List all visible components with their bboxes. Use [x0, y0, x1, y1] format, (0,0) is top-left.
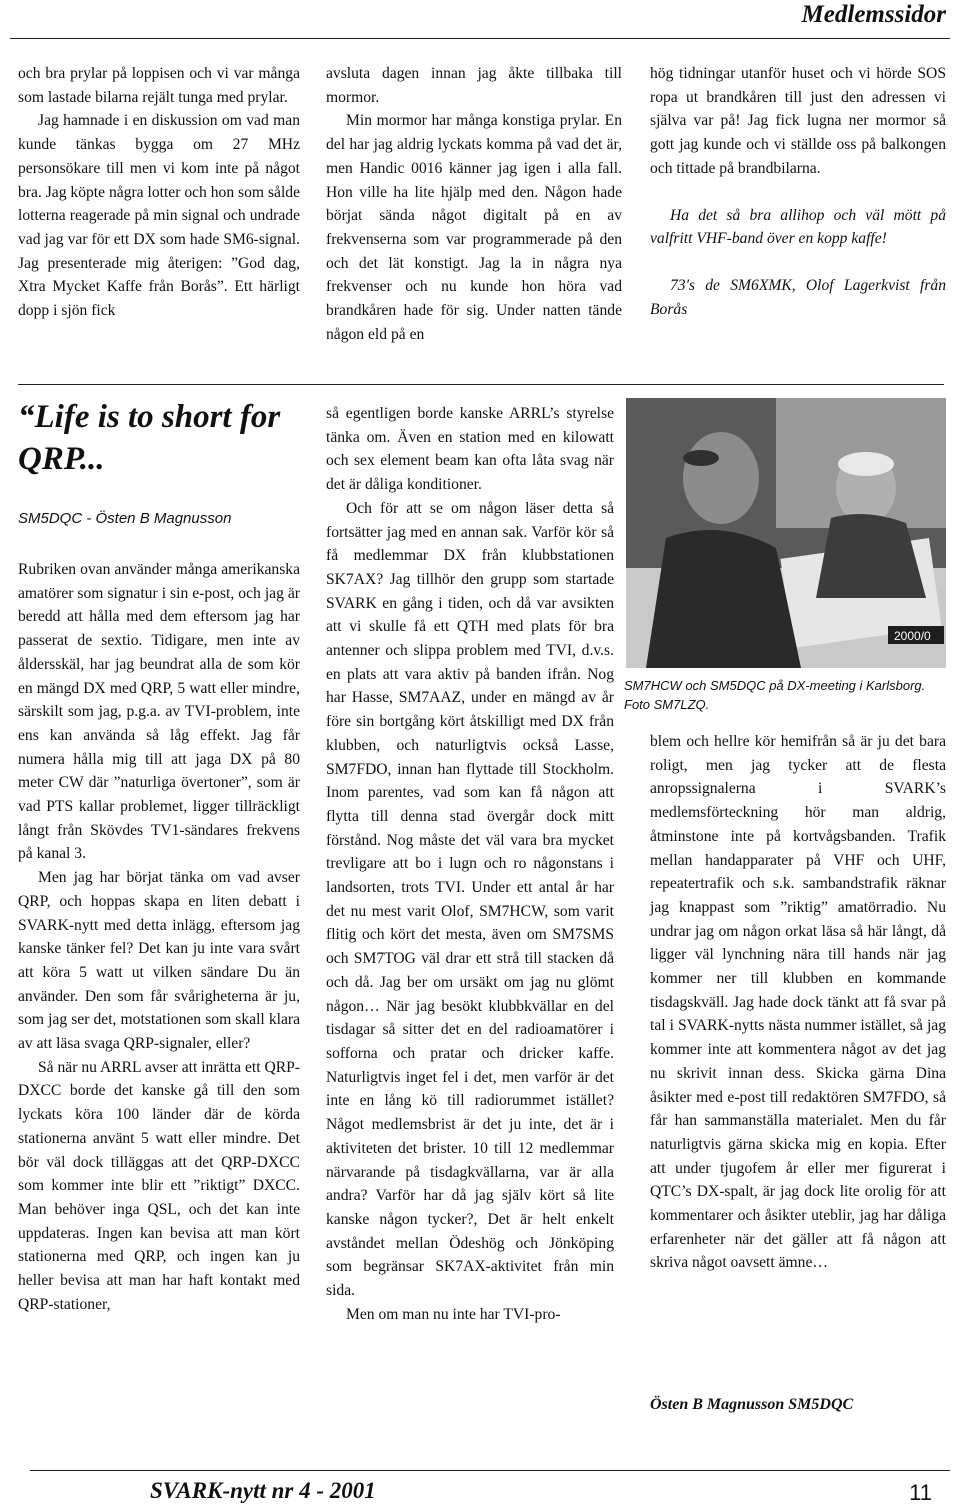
paragraph: Jag hamnade i en diskussion om vad man kunde tänkas bygga om 27 MHz personsökare till men vi kom inte på något bra. Jag köpte några lotter och hon som sålde lotterna reagerade på min signal och undrade vad jag var för ett DX som hade SM6-signal. Jag presenterade mig återigen: ”God dag, Xtra Mycket Kaffe från Borås”. Ett härligt dopp i sjön fick — [18, 112, 300, 320]
paragraph: Så när nu ARRL avser att inrätta ett QRP-DXCC borde det kanske gå till den som lyckats köra 100 länder där de körda stationerna använt 5 watt eller mindre. Det bör väl dock tilläggas att det QRP-DXCC som kommer inte blir ett ”riktigt” DXCC. Man behöver inga QSL, och det kan inte uppdateras. Ingen kan bevisa att man kört stationerna med QRP, och ingen kan ju heller bevisa att man har haft kontakt med QRP-stationer, — [18, 1058, 300, 1313]
paragraph: hög tidningar utanför huset och vi hörde SOS ropa ut brandkåren till just den adressen vi själva var på! Jag fick lugna ner mormor så gott jag kunde och vi ställde oss på balkongen och tittade på brandbilarna. — [650, 65, 946, 177]
photo-date-stamp: 2000/0 — [894, 629, 931, 643]
paragraph: avsluta dagen innan jag åkte tillbaka till mormor. — [326, 65, 622, 106]
article-column-2 — [326, 402, 614, 1326]
photo-illustration — [626, 398, 946, 668]
publication-title: SVARK-nytt nr 4 - 2001 — [150, 1478, 376, 1503]
photo-caption: SM7HCW och SM5DQC på DX-meeting i Karlsborg. Foto SM7LZQ. — [624, 678, 926, 712]
top-column-1 — [18, 62, 300, 323]
paragraph: och bra prylar på loppisen och vi var många som lastade bilarna rejält tunga med prylar. — [18, 65, 300, 106]
top-column-3 — [650, 62, 946, 321]
article-signature: Östen B Magnusson SM5DQC — [650, 1396, 854, 1413]
paragraph: Rubriken ovan använder många amerikanska amatörer som signatur i sin e-post, och jag är beredd att hålla med dem eftersom jag har passerat de sextio. Tidigare, men inte av åldersskäl, har jag beundrat alla de som kör en mängd DX med QRP, 5 watt eller mindre, särskilt som jag, p.g.a. av TVI-problem, inte ens kan använda så låg effekt. Jag får numera hålla mig till att jaga DX på 80 meter CW där ”naturliga övertoner”, som är vad PTS kallar problemet, ligger tillräckligt långt från Skövdes TV1-sändares frekvens på kanal 3. — [18, 561, 300, 863]
paragraph: blem och hellre kör hemifrån så är ju det bara roligt, men jag tycker att de flesta anropssignalerna i SVARK’s medlemsförteckning hör man aldrig, åtminstone inte på kortvågsbanden. Trafik mellan handapparater på VHF och UHF, repeatertrafik och s.k. sambandstrafik räknar jag knappast som ”riktig” amatörradio. Nu undrar jag om någon orkat läsa så här långt, då ligger väl lynchning nära till hands när jag kommer ner till klubben en kommande tisdagskväll. Jag hade dock tänkt att få svar på tal i SVARK-nytts nästa nummer istället, så jag kommer inte att kommentera något av det jag nu skrivit innan dess. Skicka gärna Dina åsikter med e-post till redaktören SM7FDO, så får han sammanställa materialet. Men du får naturligtvis gärna skicka mig en kopia. Efter att under tjugofem år eller mer figurerat i QTC’s DX-spalt, är jag dock lite orolig för att kommentarer och åsikter uteblir, jag har dåliga erfarenheter när det gäller att få någon att skriva något oavsett ämne… — [650, 733, 946, 1272]
paragraph: så egentligen borde kanske ARRL’s styrelse tänka om. Även en station med en kilowatt och sex element beam kan ofta låta svag när det är dåliga konditioner. — [326, 405, 614, 494]
header-rule — [10, 38, 950, 39]
footer-rule — [30, 1470, 950, 1471]
top-column-2 — [326, 62, 622, 346]
section-divider — [18, 384, 944, 385]
page-number: 11 — [909, 1480, 932, 1505]
paragraph: Och för att se om någon läser detta så fortsätter jag med en annan sak. Varför kör så få medlemmar DX från klubbstationen SK7AX? Jag tillhör den grupp som startade SVARK en gång i tiden, och då var avsikten att vi skulle få ett QTH med plats för bra antenner och slippa problem med TVI, d.v.s. en plats att vara aktiv på banden ifrån. Nog har Hasse, SM7AAZ, under en mängd av år före sin bortgång kört åtskilligt med DX från klubben, och naturligtvis också Lasse, SM7FDO, innan han flyttade till Stockholm. Inom parentes, vad som kan få någon att flytta till denna stad övergår dock mitt förstånd. Nog måste det väl vara bra mycket trevligare att bo i lugn och ro någonstans i landsorten, trots TVI. Under ett antal år har det nu mest varit Olof, SM7HCW, som varit flitig och kört det mesta, även om SM7SMS och SM7TOG väl drar ett strå till stacken då och då. Jag ber om ursäkt om jag nu glömt någon… När jag besökt klubbkvällar en del tisdagar så sitter det en del radioamatörer i sofforna och pratar och dricker kaffe. Naturligtvis inget fel i det, men varför är det inte en lång kö till radiorummet istället? Något medlemsbrist är det ju inte, det är i aktiviteten det brister. 10 till 12 medlemmar närvarande på tisdagkvällarna, var är alla andra? Varför har då jag själv kört så lite kanske någon tycker?, Det är helt enkelt avståndet mellan Ödeshög och Jönköping som begränsar SK7AX-aktivitet från min sida. — [326, 499, 614, 1300]
article-byline: SM5DQC - Östen B Magnusson — [18, 510, 232, 527]
paragraph: Min mormor har många konstiga prylar. En del har jag aldrig lyckats komma på vad det är, men Handic 0016 känner jag igen i alla fall. Hon ville ha lite hjälp med den. Någon hade börjat sända något digitalt på en av frekvenserna som var programmerade på den och det lät konstigt. Jag la in några nya frekvenser och nu kunde hon höra vad brandkåren hade för sig. Under natten tände någon eld på en — [326, 112, 622, 343]
article-column-3 — [650, 730, 946, 1275]
section-header: Medlemssidor — [801, 1, 946, 28]
meeting-photo — [626, 398, 946, 668]
closing-greeting: Ha det så bra allihop och väl mött på valfritt VHF-band över en kopp kaffe! — [650, 206, 946, 248]
author-signoff: 73's de SM6XMK, Olof Lagerkvist från Borås — [650, 276, 946, 318]
paragraph: Men jag har börjat tänka om vad avser QRP, och hoppas skapa en liten debatt i SVARK-nytt med detta inlägg, eftersom jag kanske tänker fel? Det kan ju inte vara svårt att köra 5 watt ut vilken sändare Du än använder. Den som får svårigheterna är ju, som jag ser det, motstationen som skall klara av att läsa svaga QRP-signaler, eller? — [18, 869, 300, 1053]
paragraph: Men om man nu inte har TVI-pro- — [346, 1305, 561, 1323]
article-column-1 — [18, 558, 300, 1317]
article-title: “Life is to short for QRP... — [18, 399, 281, 477]
